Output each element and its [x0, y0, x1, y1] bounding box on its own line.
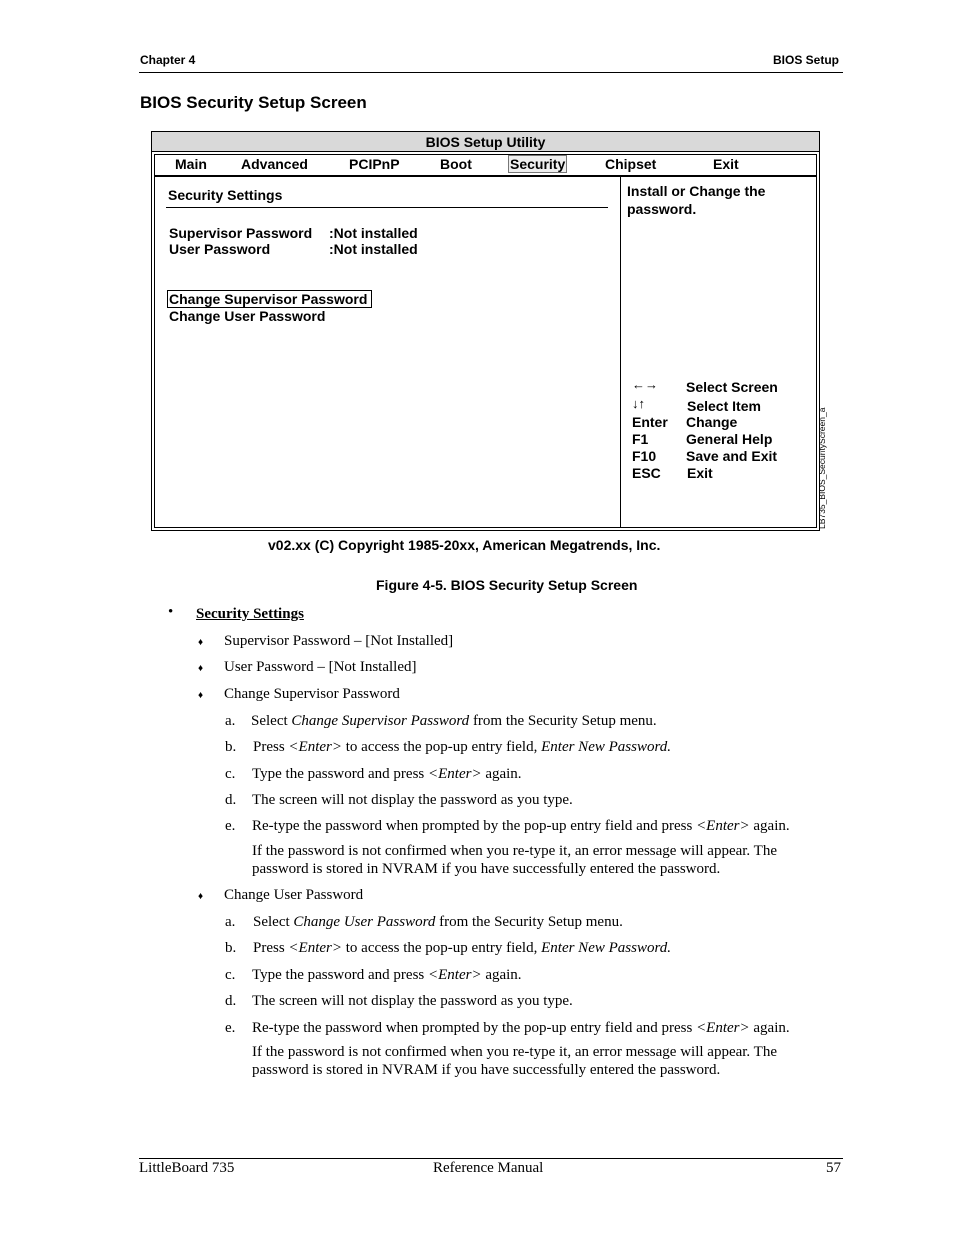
- step-letter: c.: [225, 766, 236, 782]
- key-action-select-item: Select Item: [687, 398, 761, 414]
- down-up-arrows-icon: ↓↑: [632, 396, 645, 411]
- supervisor-note-line1: If the password is not confirmed when you re-type it, an error message will appear. The: [252, 843, 777, 859]
- settings-heading: Security Settings: [168, 187, 283, 203]
- supervisor-password-status: :Not installed: [329, 225, 418, 241]
- user-password-status: :Not installed: [329, 241, 418, 257]
- bios-copyright: v02.xx (C) Copyright 1985-20xx, American Megatrends, Inc.: [268, 537, 661, 553]
- diamond-bullet-icon: ♦: [198, 663, 204, 674]
- supervisor-step-a: Select Change Supervisor Password from the Security Setup menu.: [251, 713, 657, 729]
- user-step-e: Re-type the password when prompted by the pop-up entry field and press <Enter> again.: [252, 1020, 790, 1036]
- footer-product: LittleBoard 735: [139, 1160, 235, 1176]
- security-settings-heading: Security Settings: [196, 606, 304, 622]
- key-f1: F1: [632, 431, 649, 447]
- step-letter: e.: [225, 1020, 236, 1036]
- figure-file-label: LB735_BIOS_SecurityScreen_a: [817, 407, 827, 529]
- key-f10: F10: [632, 448, 657, 464]
- key-esc: ESC: [632, 465, 661, 481]
- left-right-arrows-icon: ←→: [632, 377, 658, 392]
- step-letter: a.: [225, 713, 236, 729]
- bullet-icon: •: [168, 604, 174, 620]
- key-action-general-help: General Help: [686, 431, 773, 447]
- page-number: 57: [826, 1160, 841, 1176]
- user-step-a: Select Change User Password from the Security Setup menu.: [253, 914, 623, 930]
- menu-security-selected[interactable]: Security: [510, 156, 566, 172]
- step-letter: d.: [225, 792, 237, 808]
- section-title: BIOS Security Setup Screen: [140, 93, 367, 112]
- list-item-user-password: User Password – [Not Installed]: [224, 659, 417, 675]
- figure-caption: Figure 4-5. BIOS Security Setup Screen: [376, 577, 638, 593]
- change-user-password-option[interactable]: Change User Password: [169, 308, 326, 324]
- help-text-line2: password.: [627, 201, 697, 217]
- supervisor-password-label: Supervisor Password: [169, 225, 313, 241]
- supervisor-step-e: Re-type the password when prompted by the pop-up entry field and press <Enter> again.: [252, 818, 790, 834]
- user-note-line2: password is stored in NVRAM if you have successfully entered the password.: [252, 1062, 721, 1078]
- supervisor-step-c: Type the password and press <Enter> again.: [252, 766, 522, 782]
- supervisor-note-line2: password is stored in NVRAM if you have successfully entered the password.: [252, 861, 721, 877]
- step-letter: b.: [225, 940, 237, 956]
- user-note-line1: If the password is not confirmed when you re-type it, an error message will appear. The: [252, 1044, 777, 1060]
- step-letter: c.: [225, 967, 236, 983]
- step-letter: d.: [225, 993, 237, 1009]
- menu-advanced[interactable]: Advanced: [241, 156, 308, 172]
- diamond-bullet-icon: ♦: [198, 891, 204, 902]
- step-letter: a.: [225, 914, 236, 930]
- menu-main[interactable]: Main: [175, 156, 207, 172]
- bios-title-bar: BIOS Setup Utility: [152, 132, 819, 152]
- key-action-change: Change: [686, 414, 738, 430]
- key-action-save-and-exit: Save and Exit: [686, 448, 778, 464]
- key-action-select-screen: Select Screen: [686, 379, 778, 395]
- diamond-bullet-icon: ♦: [198, 637, 204, 648]
- header-divider: [139, 72, 843, 73]
- help-text-line1: Install or Change the: [627, 183, 766, 199]
- list-item-change-supervisor-password: Change Supervisor Password: [224, 686, 400, 702]
- supervisor-step-b: Press <Enter> to access the pop-up entry field, Enter New Password.: [253, 739, 671, 755]
- settings-divider: [166, 207, 608, 208]
- user-step-c: Type the password and press <Enter> again.: [252, 967, 522, 983]
- change-supervisor-password-option[interactable]: Change Supervisor Password: [167, 290, 372, 308]
- step-letter: e.: [225, 818, 236, 834]
- footer-manual-title: Reference Manual: [433, 1160, 544, 1176]
- diamond-bullet-icon: ♦: [198, 690, 204, 701]
- user-step-d: The screen will not display the password as you type.: [252, 993, 573, 1009]
- menu-pcipnp[interactable]: PCIPnP: [349, 156, 400, 172]
- footer-divider: [139, 1158, 843, 1159]
- menu-boot[interactable]: Boot: [440, 156, 472, 172]
- key-action-exit: Exit: [687, 465, 713, 481]
- running-header-section: BIOS Setup: [773, 53, 840, 67]
- menu-chipset[interactable]: Chipset: [605, 156, 657, 172]
- running-header-chapter: Chapter 4: [140, 53, 196, 67]
- list-item-change-user-password: Change User Password: [224, 887, 364, 903]
- key-enter: Enter: [632, 414, 668, 430]
- user-step-b: Press <Enter> to access the pop-up entry field, Enter New Password.: [253, 940, 671, 956]
- user-password-label: User Password: [169, 241, 271, 257]
- supervisor-step-d: The screen will not display the password as you type.: [252, 792, 573, 808]
- step-letter: b.: [225, 739, 237, 755]
- list-item-supervisor-password: Supervisor Password – [Not Installed]: [224, 633, 454, 649]
- menu-exit[interactable]: Exit: [713, 156, 739, 172]
